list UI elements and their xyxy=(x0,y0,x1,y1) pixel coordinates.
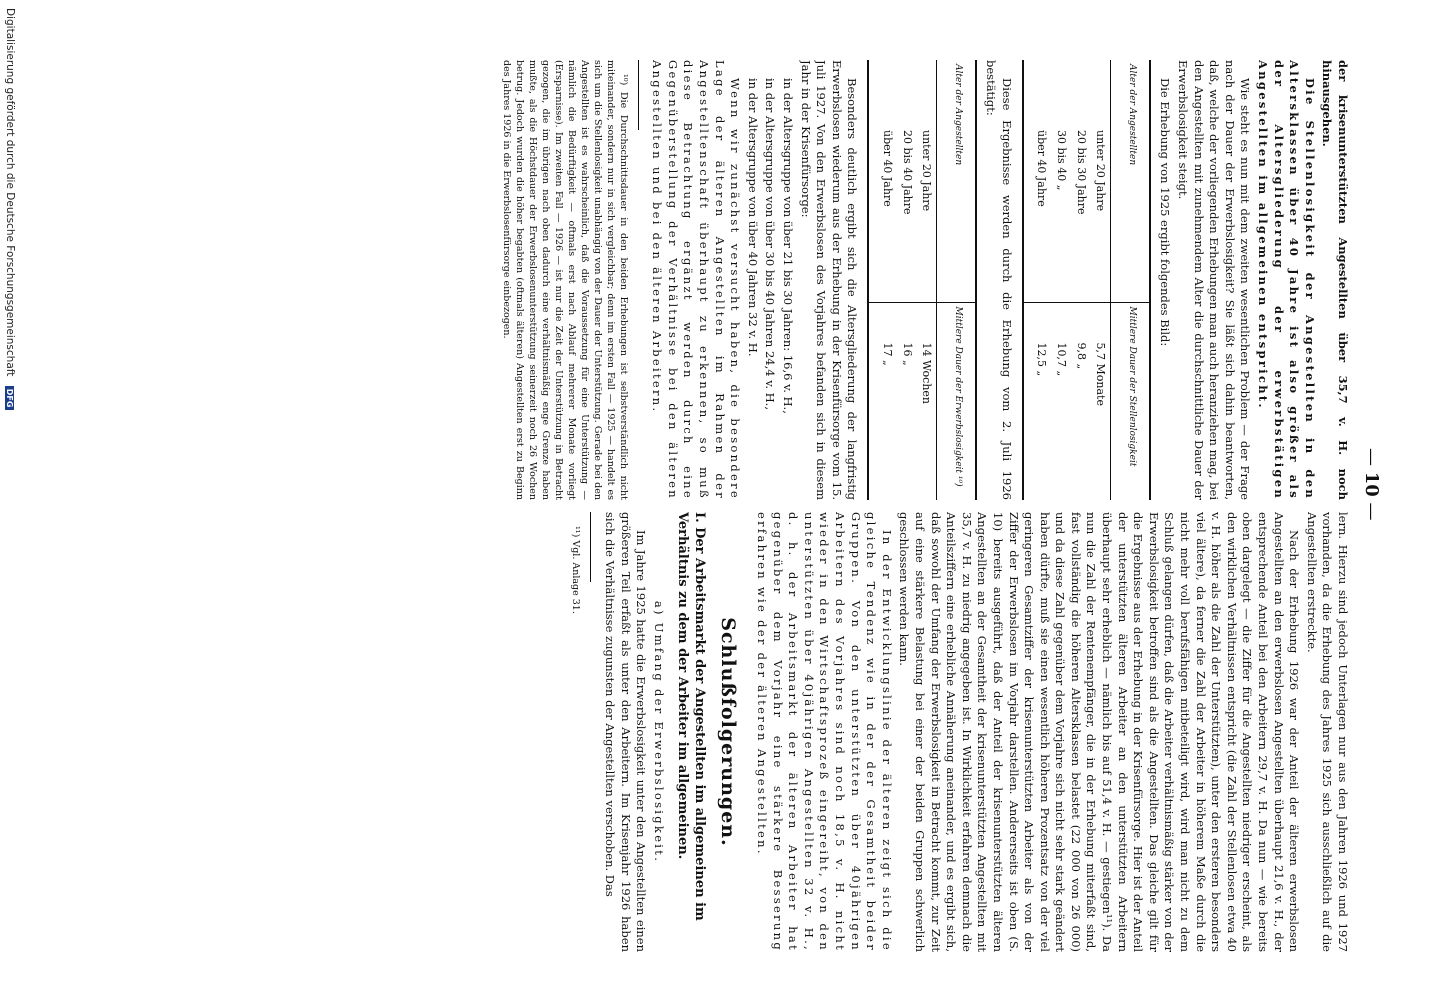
footnote xyxy=(500,60,630,500)
table-cell-age: unter 20 Jahre xyxy=(917,60,937,302)
table-header-age: Alter der Angestellten xyxy=(1111,60,1150,302)
section-title: Schlußfolgerungen. xyxy=(717,617,740,847)
table-cell-value: 14 Wochen xyxy=(920,342,934,405)
table-cell-age: 20 bis 40 Jahre xyxy=(897,60,917,302)
dfg-logo: DFG xyxy=(5,386,14,411)
footnote-text: Die Durchschnittsdauer in den beiden Erhebungen ist selbstverständlich nicht miteinander, sondern nur in sich vergleichbar; denn im ersten Fall — 1925 — handelt es sich um die Stellenlosigkeit unabhängig von der Dauer der Unterstützung. Gerade bei den Angestellten ist es wahrscheinlich, daß die Voraussetzung für eine Unterstützung — nämlich die Bedürftigkeit — oftmals erst nach Ablauf mehrerer Monate vorliegt (Ersparnisse). Im zweiten Fall — 1926 — ist nur die Zeit der Unterstützung in Betracht gezogen, die im übrigen nach oben dadurch eine verhältnismäßig enge Grenze haben mußte, als die Höchstdauer der Erwerbslosenunterstützung seinerzeit noch 26 Wochen betrug. Jedoch wurden die höher begabten (oftmals älteren) Angestellten erst zu Beginn des Jahres 1926 in die Erwerbslosenfürsorge einbezogen. xyxy=(500,60,629,500)
paragraph: Im Jahre 1925 hatte die Erwerbslosigkeit unter den Angestellten einen größeren Teil erfaßt als unter den Arbeitern. Im Krisenjahr 1926 haben sich die Verhältnisse zugunsten der Angestellten verschoben. Das xyxy=(603,512,649,952)
table-cell-value: 12,5 „ xyxy=(1035,342,1049,377)
paragraph: Diese Ergebnisse werden durch die Erhebung vom 2. Juli 1926 bestätigt: xyxy=(984,60,1014,500)
paragraph: Nach der Erhebung 1926 war der Anteil der älteren erwerbslosen Angestellten an den erwerbslosen Angestellten überhaupt 21,6 v. H., der entsprechende Anteil bei den Arbeitern 29,7 v. H. Da nun — wie bereits oben dargelegt — die Ziffer für die Angestellten niedriger erscheint, als den wirklichen Verhältnissen entspricht (die Zahl der Stellenlosen etwa 40 v. H. höher als die Zahl der Unterstützten), unter den ersteren besonders viel ältere), da ferner die Zahl der Arbeiter in höherem Maße durch die nicht mehr voll berufsfähigen mitbeteiligt wird, wird man nicht zu dem Schluß gelangen dürfen, daß die Arbeiter verhältnismäßig stärker von der Erwerbslosigkeit betroffen sind als die Angestellten. Das gleiche gilt für die Ergebnisse aus der Erhebung in der Krisenfürsorge. Hier ist der Anteil der unterstützten älteren Arbeiter an den unterstützten Arbeitern überhaupt sehr erheblich — nämlich bis auf 51,4 v. H. — gestiegen¹¹). Da nun die Zahl der Rentenempfänger, die in der Erhebung miterfaßt sind, fast vollständig die höheren Altersklassen belastet (22 000 von 26 000) und da diese Zahl gegenüber dem Vorjahre sich nicht sehr stark geändert haben dürfte, muß sie einen wesentlich höheren Prozentsatz von der viel geringeren Gesamtziffer der krisenunterstützten Arbeiter als von der Ziffer der Erwerbslosen im Vorjahr darstellen. Andererseits ist oben (S. 10) bereits ausgeführt, daß der Anteil der krisenunterstützten älteren Angestellten an der Gesamtheit der krisenunterstützten Angestellten mit 35,7 v. H. zu niedrig angegeben ist. In Wirklichkeit erfahren demnach die Anteilsziffern eine erhebliche Annäherung aneinander, und es ergibt sich, daß sowohl der Umfang der Erwerbslosigkeit in Betracht kommt, zur Zeit auf eine stärkere Belastung bei einer der beiden Gruppen schwerlich geschlossen werden kann. xyxy=(897,512,1302,952)
table-header-duration: Mittlere Dauer der Stellenlosigkeit xyxy=(1126,306,1137,467)
emphasized-paragraph: Wenn wir zunächst versucht haben, die besondere Lage der älteren Angestellten im Rahmen der Angestelltenschaft überhaupt zu erkennen, so muß diese Betrachtung ergänzt werden durch eine Gegenüberstellung der Verhältnisse bei den älteren Angestellten und bei den älteren Arbeitern. xyxy=(650,60,743,500)
footnote-divider xyxy=(590,512,591,582)
left-column xyxy=(200,60,1350,500)
table-row xyxy=(1071,60,1091,500)
table-cell-age: über 40 Jahre xyxy=(868,60,897,302)
table-header-duration: Mittlere Dauer der Erwerbslosigkeit ¹⁰) xyxy=(952,306,963,487)
table-cell-age: unter 20 Jahre xyxy=(1091,60,1111,302)
table-row xyxy=(897,60,917,500)
footnote xyxy=(569,512,582,952)
table-row xyxy=(1091,60,1111,500)
emphasized-paragraph: Die Stellenlosigkeit der Angestellten in den Altersklassen über 40 Jahre ist also größer als der Altersgliederung der erwerbstätigen Angestellten im allgemeinen entspricht. xyxy=(1256,60,1317,500)
table-cell-age: über 40 Jahre xyxy=(1023,60,1052,302)
digitization-credit xyxy=(4,0,16,1008)
subsection-title: I. Der Arbeitsmarkt der Angestellten im allgemeinen im Verhältnis zu dem der Arbeiter im allgemeinen. xyxy=(674,512,707,921)
table-cell-value: 9,8 „ xyxy=(1074,342,1088,370)
paragraph: in der Altersgruppe von über 21 bis 30 Jahren: 16,6 v. H., xyxy=(780,78,795,414)
table-cell-value: 10,7 „ xyxy=(1055,342,1069,377)
paragraph: der krisenunterstützten Angestellten über 35,7 v. H. noch hinausgehen. xyxy=(1320,60,1350,500)
table-cell-age: 20 bis 30 Jahre xyxy=(1071,60,1091,302)
table-cell-age: 30 bis 40 „ xyxy=(1052,60,1072,302)
page-number: — 10 — xyxy=(1361,448,1382,521)
paragraph: in der Altersgruppe von über 40 Jahren 32 v. H. xyxy=(745,78,760,357)
paragraph: lern. Hierzu sind jedoch Unterlagen nur aus den Jahren 1926 und 1927 vorhanden, da die Erhebung des Jahres 1925 sich ausschließlich auf die Angestellten erstreckte. xyxy=(1304,512,1350,952)
table-duration-1925 xyxy=(1022,60,1151,500)
table-row xyxy=(868,60,897,500)
right-column xyxy=(200,512,1350,952)
table-cell-value: 17 „ xyxy=(880,342,894,366)
subsection-heading-a: a) Umfang der Erwerbslosigkeit. xyxy=(651,600,666,864)
table-cell-value: 5,7 Monate xyxy=(1094,342,1108,406)
credit-text: Digitalisierung gefördert durch die Deutsche Forschungsgemeinschaft xyxy=(4,8,16,377)
footnote-marker: ¹⁰) xyxy=(617,74,629,86)
table-duration-1926 xyxy=(867,60,976,500)
table-cell-value: 16 „ xyxy=(900,342,914,366)
table-row xyxy=(1052,60,1072,500)
emphasized-paragraph: In der Entwicklungslinie der älteren zeigt sich die gleiche Tendenz wie in der der Gesamtheit beider Gruppen. Von den unterstützten über 40jährigen Arbeitern des Vorjahres sind noch 18,5 v. H. nicht wieder in den Wirtschaftsprozeß eingereiht, von den unterstützten über 40jährigen Angestellten 32 v. H., d. h. der Arbeitsmarkt der älteren Arbeiter hat gegenüber dem Vorjahr eine stärkere Besserung erfahren wie der der älteren Angestellten. xyxy=(755,512,894,952)
table-row xyxy=(1023,60,1052,500)
footnote-divider xyxy=(638,60,639,130)
footnote-text: ¹¹) Vgl. Anlage 31. xyxy=(570,526,582,614)
paragraph: in der Altersgruppe von über 30 bis 40 Jahren 24,4 v. H., xyxy=(763,78,778,410)
paragraph: Die Erhebung von 1925 ergibt folgendes Bild: xyxy=(1158,78,1173,347)
table-row xyxy=(917,60,937,500)
table-header-age: Alter der Angestellten xyxy=(937,60,976,302)
paragraph: Besonders deutlich ergibt sich die Altersgliederung der langfristig Erwerbslosen wiederum aus der Erhebung in der Krisenfürsorge vom 15. Juli 1927. Von den Erwerbslosen des Vorjahres befanden sich in diesem Jahr in der Krisenfürsorge: xyxy=(798,60,860,500)
paragraph: Wie steht es nun mit dem zweiten wesentlichen Problem — der Frage nach der Dauer der Erwerbslosigkeit? Sie läßt sich dahin beantworten, daß, welche der vorliegenden Erhebungen man auch heranziehen mag, bei den Angestellten mit zunehmendem Alter die durchschnittliche Dauer der Erwerbslosigkeit steigt. xyxy=(1176,60,1253,500)
